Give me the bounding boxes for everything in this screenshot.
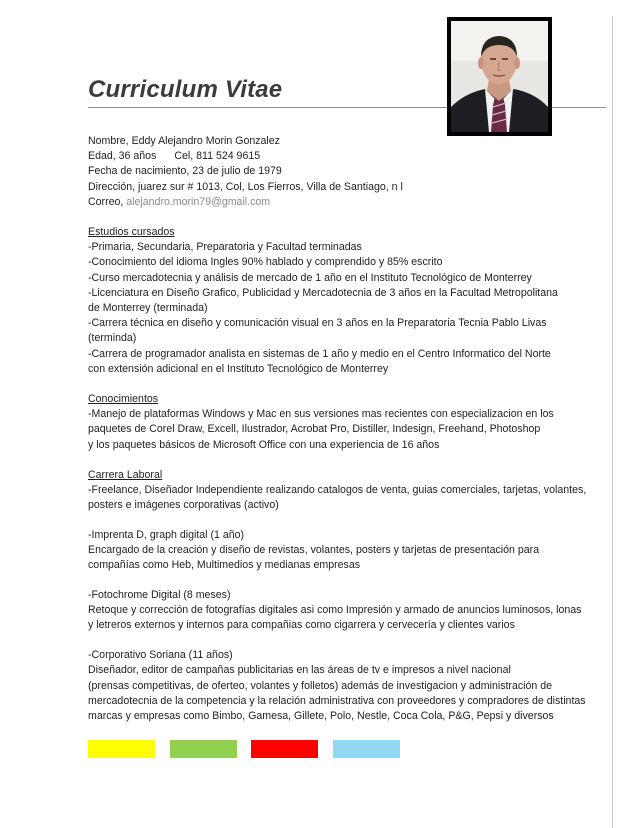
- career-line: (prensas competitivas, de oferteo, volantes y folletos) además de investigacion y administración de: [88, 679, 553, 692]
- career-line: -Corporativo Soriana (11 años): [88, 649, 233, 662]
- knowledge-heading: Conocimientos: [88, 393, 159, 406]
- age-cel-line: [88, 149, 608, 164]
- career-heading: Carrera Laboral: [88, 468, 163, 481]
- red-swatch: [251, 740, 318, 758]
- cv-body: [88, 134, 608, 724]
- birth-line: Fecha de nacimiento, 23 de julio de 1979: [88, 165, 282, 178]
- career-line: -Fotochrome Digital (8 meses): [88, 589, 231, 602]
- email-line: [88, 195, 608, 210]
- address-line: Dirección, juarez sur # 1013, Col, Los Fierros, Villa de Santiago, n l: [88, 180, 403, 193]
- blue-swatch: [333, 740, 400, 758]
- knowledge-section: [88, 392, 608, 453]
- email-link[interactable]: alejandro.morin79@gmail.com: [126, 195, 271, 208]
- career-line: marcas y empresas como Bimbo, Gamesa, Gillete, Polo, Nestle, Coca Cola, P&G, Pepsi y diversos: [88, 710, 554, 722]
- studies-line: de Monterrey (terminada): [88, 302, 208, 315]
- career-line: -Imprenta D, graph digital (1 año): [88, 528, 245, 541]
- career-line: posters e imágenes corporativas (activo): [88, 499, 279, 512]
- yellow-swatch: [88, 740, 155, 758]
- studies-heading: Estudios cursados: [88, 226, 175, 239]
- career-line: Encargado de la creación y diseño de revistas, volantes, posters y tarjetas de presentación para: [88, 544, 540, 557]
- career-line: y letreros externos y internos para compañias como cigarrera y cervecería y clientes varios: [88, 619, 515, 632]
- career-line: -Freelance, Diseñador Independiente realizando catalogos de venta, guias comerciales, tarjetas, volantes,: [88, 484, 587, 497]
- studies-line: -Primaria, Secundaria, Preparatoria y Facultad terminadas: [88, 241, 362, 254]
- knowledge-line: y los paquetes básicos de Microsoft Office con una experiencia de 16 años: [88, 438, 440, 451]
- green-swatch: [170, 740, 237, 758]
- studies-line: con extensión adicional en el Instituto Tecnológico de Monterrey: [88, 362, 389, 375]
- knowledge-line: paquetes de Corel Draw, Excell, Ilustrador, Acrobat Pro, Distiller, Indesign, Freehand, Photoshop: [88, 423, 541, 436]
- career-line: Diseñador, editor de campañas publicitarias en las áreas de tv e impresos a nivel nacional: [88, 664, 511, 677]
- page-right-border: [612, 16, 613, 828]
- career-line: mercadotecnia de la competencia y la relación administrativa con proveedores y compradores de distintas: [88, 694, 586, 707]
- personal-info: [88, 134, 608, 210]
- studies-line: -Conocimiento del idioma Ingles 90% hablado y comprendido y 85% escrito: [88, 256, 443, 269]
- studies-line: (terminda): [88, 332, 137, 345]
- profile-photo: [447, 17, 552, 136]
- studies-section: [88, 225, 608, 377]
- career-line: Retoque y corrección de fotografías digitales asi como Impresión y armado de anuncios luminosos, lonas: [88, 604, 582, 617]
- studies-line: -Carrera técnica en diseño y comunicación visual en 3 años en la Preparatoria Tecnia Pablo Livas: [88, 317, 547, 330]
- studies-line: -Carrera de programador analista en sistemas de 1 año y medio en el Centro Informatico del Norte: [88, 347, 551, 360]
- portrait-image: [451, 21, 548, 132]
- cel-text: Cel, 811 524 9615: [174, 150, 261, 163]
- age-text: Edad, 36 años: [88, 150, 157, 163]
- career-section: [88, 468, 608, 724]
- page-title: Curriculum Vitae: [88, 76, 283, 103]
- name-line: Nombre, Eddy Alejandro Morin Gonzalez: [88, 135, 280, 147]
- studies-line: -Licenciatura en Diseño Grafico, Publicidad y Mercadotecnia de 3 años en la Facultad Metropolitana: [88, 286, 558, 299]
- email-label: Correo,: [88, 195, 127, 208]
- career-line: compañías como Heb, Multimedios y medianas empresas: [88, 559, 361, 572]
- knowledge-line: -Manejo de plataformas Windows y Mac en sus versiones mas recientes con especializacion en los: [88, 408, 554, 421]
- studies-line: -Curso mercadotecnia y análisis de mercado de 1 año en el Instituto Tecnológico de Monterrey: [88, 271, 532, 284]
